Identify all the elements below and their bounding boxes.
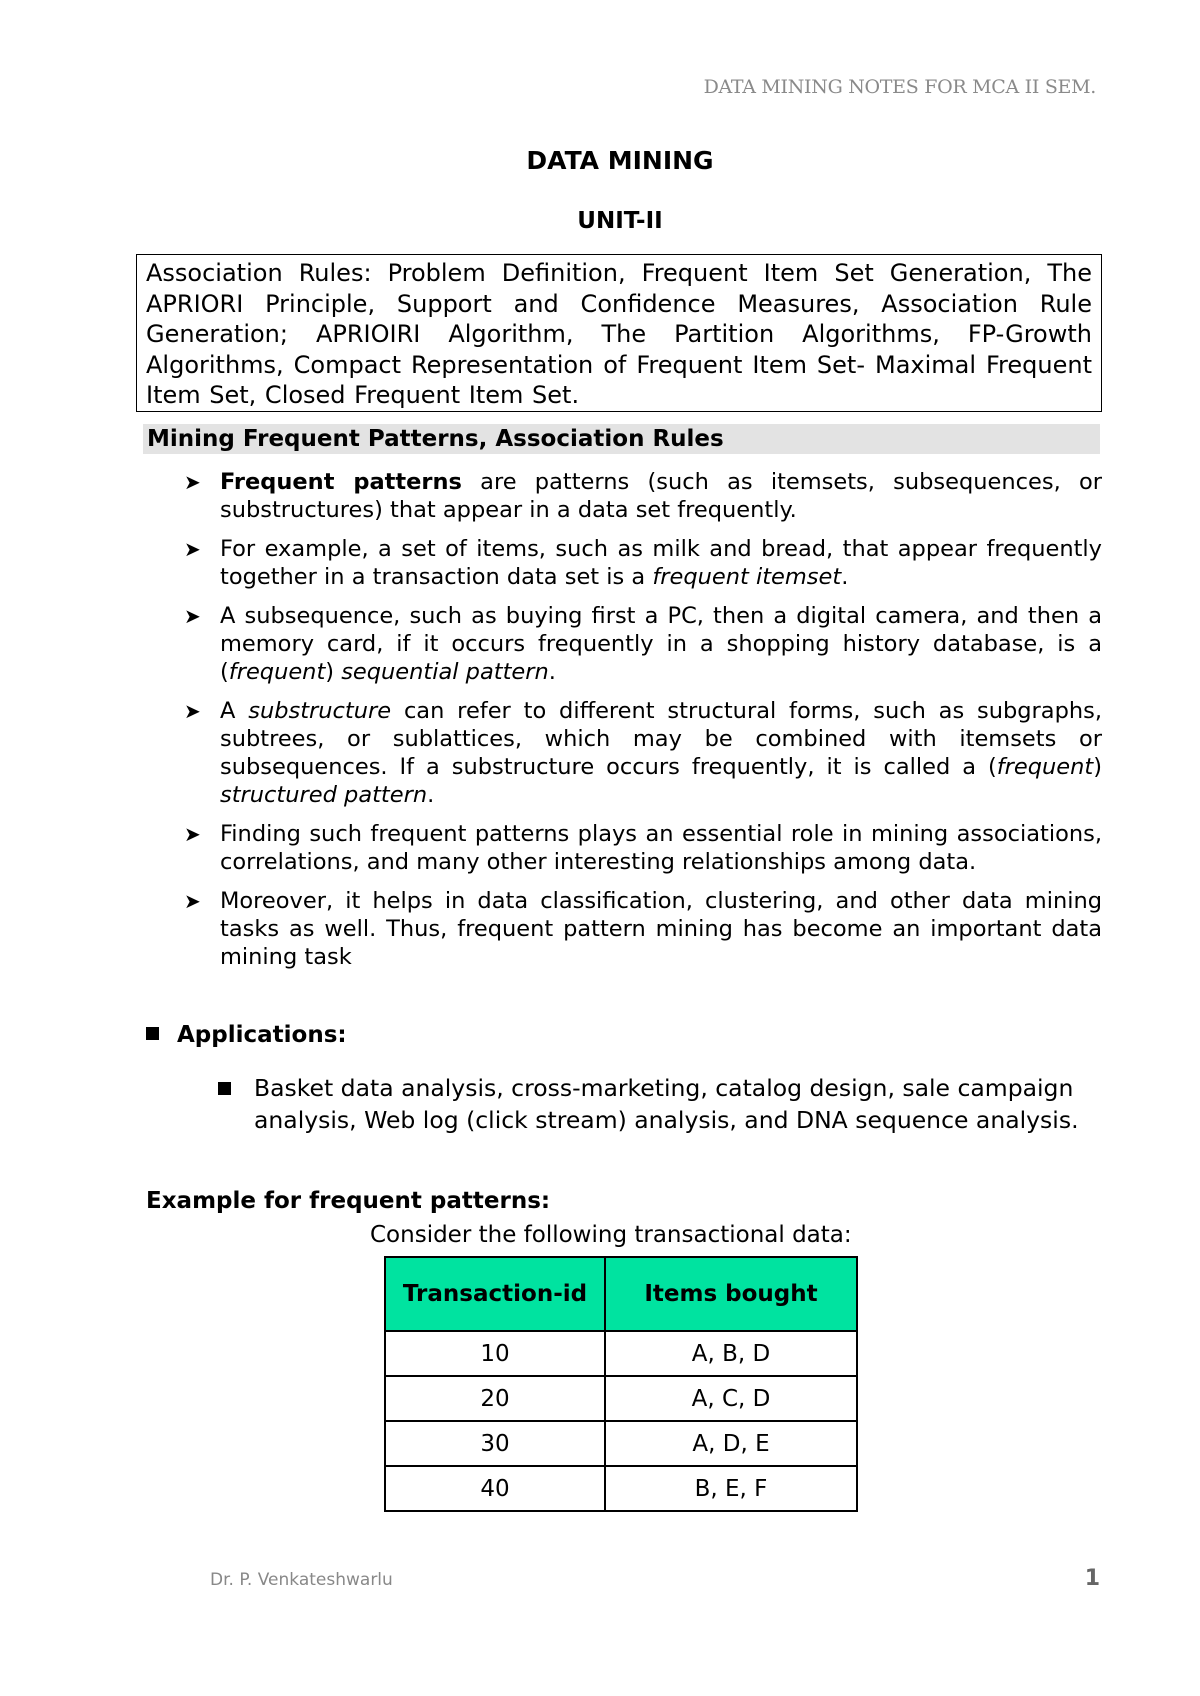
arrow-bullet-icon: ➤ — [184, 822, 201, 846]
arrow-bullet-icon: ➤ — [184, 889, 201, 913]
list-item — [184, 820, 1102, 876]
applications-item-text: Basket data analysis, cross-marketing, catalog design, sale campaign analysis, Web log (click stream) analysis, and DNA sequence analysis. — [254, 1074, 1079, 1134]
page-number: 1 — [1084, 1566, 1100, 1591]
table-cell: 10 — [385, 1331, 605, 1376]
transaction-table — [384, 1256, 858, 1512]
bullet-text: Finding such frequent patterns plays an essential role in mining associations, correlations, and many other interesting relationships among data. — [220, 821, 1102, 875]
italic-term: sequential pattern — [341, 659, 549, 685]
arrow-bullet-icon: ➤ — [184, 470, 201, 494]
bullet-text: . — [427, 782, 435, 808]
column-header-items-bought: Items bought — [605, 1257, 857, 1331]
bullet-text: A subsequence, such as buying first a PC, then a digital camera, and then a memory card, if it occurs frequently in a shopping history database, is a ( — [220, 603, 1102, 685]
list-item — [184, 468, 1102, 524]
bullet-text: For example, a set of items, such as milk and bread, that appear frequently together in a transaction data set is a — [220, 536, 1102, 590]
list-item — [184, 535, 1102, 591]
table-row — [385, 1466, 857, 1511]
table-cell: A, B, D — [605, 1331, 857, 1376]
bullet-text: ) — [325, 659, 342, 685]
bullet-list — [184, 468, 1102, 982]
example-heading: Example for frequent patterns: — [146, 1188, 551, 1214]
italic-term: structured pattern — [220, 782, 428, 808]
bullet-text: are patterns (such as itemsets, subsequences, or substructures) that appear in a data set frequently. — [220, 469, 1102, 523]
table-row — [385, 1331, 857, 1376]
footer-author: Dr. P. Venkateshwarlu — [210, 1570, 393, 1590]
italic-term: frequent itemset — [652, 564, 842, 590]
section-heading: Mining Frequent Patterns, Association Rules — [143, 424, 1100, 454]
table-header-row — [385, 1257, 857, 1331]
applications-item — [218, 1072, 1102, 1136]
list-item — [184, 602, 1102, 686]
running-header: DATA MINING NOTES FOR MCA II SEM. — [703, 76, 1096, 98]
arrow-bullet-icon: ➤ — [184, 604, 201, 628]
bold-term: Frequent patterns — [220, 469, 462, 495]
table-cell: 40 — [385, 1466, 605, 1511]
applications-heading-text: Applications: — [177, 1022, 347, 1048]
list-item — [184, 887, 1102, 971]
document-title: DATA MINING — [526, 146, 714, 175]
italic-term: substructure — [248, 698, 392, 724]
table-row — [385, 1376, 857, 1421]
table-cell: 30 — [385, 1421, 605, 1466]
syllabus-box: Association Rules: Problem Definition, Frequent Item Set Generation, The APRIORI Principle, Support and Confidence Measures, Association Rule Generation; APRIOIRI Algorithm, The Partition Algorithms, FP-Growth Algorithms, Compact Representation of Frequent Item Set- Maximal Frequent Item Set, Closed Frequent Item Set. — [136, 254, 1102, 412]
square-bullet-icon — [218, 1082, 231, 1095]
list-item — [184, 697, 1102, 809]
table-row — [385, 1421, 857, 1466]
square-bullet-icon — [146, 1027, 159, 1040]
unit-heading: UNIT-II — [577, 208, 663, 234]
example-intro: Consider the following transactional data: — [370, 1222, 852, 1248]
table-cell: A, D, E — [605, 1421, 857, 1466]
bullet-text: can refer to different structural forms, such as subgraphs, subtrees, or sublattices, which may be combined with itemsets or subsequences. If a substructure occurs frequently, it is called a ( — [220, 698, 1103, 780]
bullet-text: ) — [1093, 754, 1102, 780]
applications-heading — [146, 1020, 347, 1050]
column-header-transaction-id: Transaction-id — [385, 1257, 605, 1331]
bullet-text: A — [220, 698, 249, 724]
bullet-text: Moreover, it helps in data classification, clustering, and other data mining tasks as well. Thus, frequent pattern mining has become an important data mining task — [220, 888, 1102, 970]
table-cell: 20 — [385, 1376, 605, 1421]
table-cell: B, E, F — [605, 1466, 857, 1511]
italic-term: frequent — [996, 754, 1094, 780]
bullet-text: . — [548, 659, 556, 685]
arrow-bullet-icon: ➤ — [184, 537, 201, 561]
bullet-text: . — [841, 564, 849, 590]
table-cell: A, C, D — [605, 1376, 857, 1421]
italic-term: frequent — [228, 659, 326, 685]
arrow-bullet-icon: ➤ — [184, 699, 201, 723]
